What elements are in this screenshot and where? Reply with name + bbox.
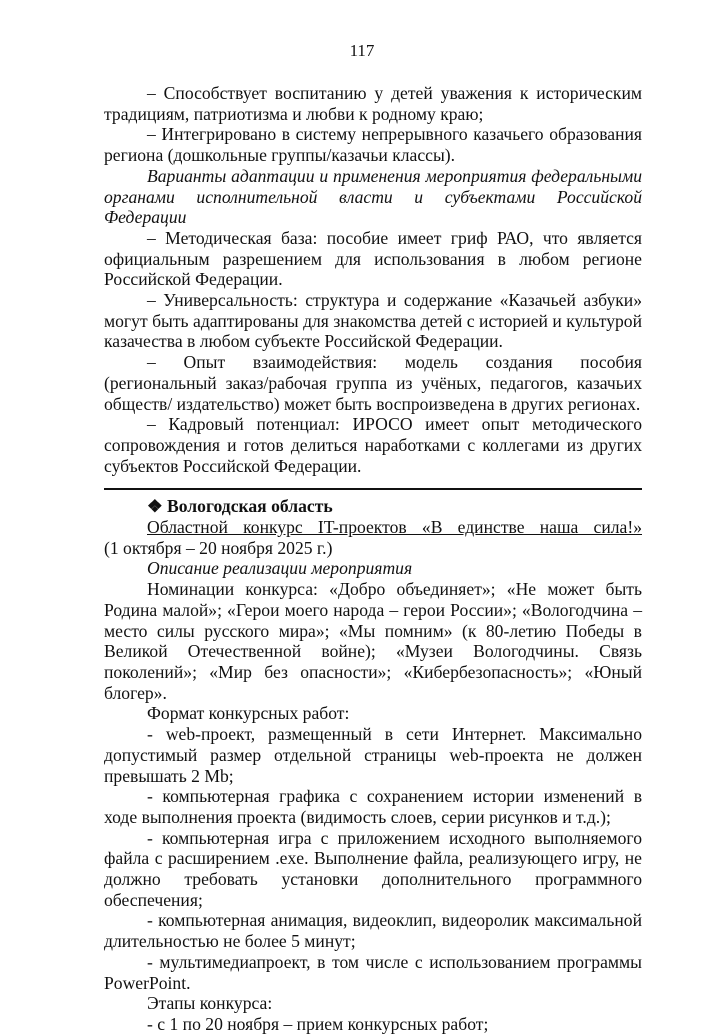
paragraph: – Интегрировано в систему непрерывного казачьего образования региона (дошкольные группы/казачьи классы).: [104, 124, 642, 166]
page-number: 117: [349, 41, 375, 60]
format-item: - компьютерная графика с сохранением истории изменений в ходе выполнения проекта (видимость слоев, серии рисунков и т.д.);: [104, 786, 642, 827]
paragraph: – Способствует воспитанию у детей уважения к историческим традициям, патриотизма и любви к родному краю;: [104, 83, 642, 124]
format-item: - компьютерная анимация, видеоклип, видеоролик максимальной длительностью не более 5 минут;: [104, 910, 642, 952]
format-item: - компьютерная игра с приложением исходного выполняемого файла с расширением .exe. Выполнение файла, реализующего игру, не должно требовать установки дополнительного программного обеспечения;: [104, 827, 642, 910]
stage-item: - с 1 по 20 ноября – прием конкурсных работ;: [147, 1013, 489, 1034]
event-title-line: [104, 517, 642, 538]
subheading-adaptation: Варианты адаптации и применения мероприятия федеральными органами исполнительной власти и субъектами Российской Федерации: [104, 165, 642, 228]
description-heading: Описание реализации мероприятия: [147, 558, 413, 579]
diamond-bullet-icon: ❖: [147, 496, 163, 517]
event-dates: (1 октября – 20 ноября 2025 г.): [104, 537, 333, 558]
format-item: - мультимедиапроект, в том числе с использованием программы PowerPoint.: [104, 951, 642, 993]
list-item: – Универсальность: структура и содержание «Казачьей азбуки» могут быть адаптированы для знакомства детей с историей и культурой казачества в любом субъекте Российской Федерации.: [104, 290, 642, 352]
region-heading: [104, 496, 642, 517]
format-heading: Формат конкурсных работ:: [147, 703, 350, 724]
section-divider: [104, 488, 642, 490]
stages-heading: Этапы конкурса:: [147, 993, 273, 1014]
event-title: Областной конкурс IT-проектов «В единстве наша сила!»: [147, 517, 642, 538]
page-body: [104, 83, 642, 1035]
list-item: – Методическая база: пособие имеет гриф РАО, что является официальным разрешением для использования в любом регионе Российской Федерации.: [104, 227, 642, 290]
format-item: - web-проект, размещенный в сети Интернет. Максимально допустимый размер отдельной страницы web-проекта не должен превышать 2 Mb;: [104, 724, 642, 786]
list-item: – Опыт взаимодействия: модель создания пособия (региональный заказ/рабочая группа из учёных, педагогов, казачьих обществ/ издательство) может быть воспроизведена в других регионах.: [104, 352, 642, 414]
region-name: Вологодская область: [167, 496, 333, 517]
nominations: Номинации конкурса: «Добро объединяет»; «Не может быть Родина малой»; «Герои моего народа – герои России»; «Вологодчина – место силы русского мира»; «Мы помним» (к 80-летию Победы в Великой Отечественной войне); «Музеи Вологодчины. Связь поколений»; «Мир без опасности»; «Кибербезопасность»; «Юный блогер».: [104, 579, 642, 703]
list-item: – Кадровый потенциал: ИРОСО имеет опыт методического сопровождения и готов делиться наработками с коллегами из других субъектов Российской Федерации.: [104, 414, 642, 476]
